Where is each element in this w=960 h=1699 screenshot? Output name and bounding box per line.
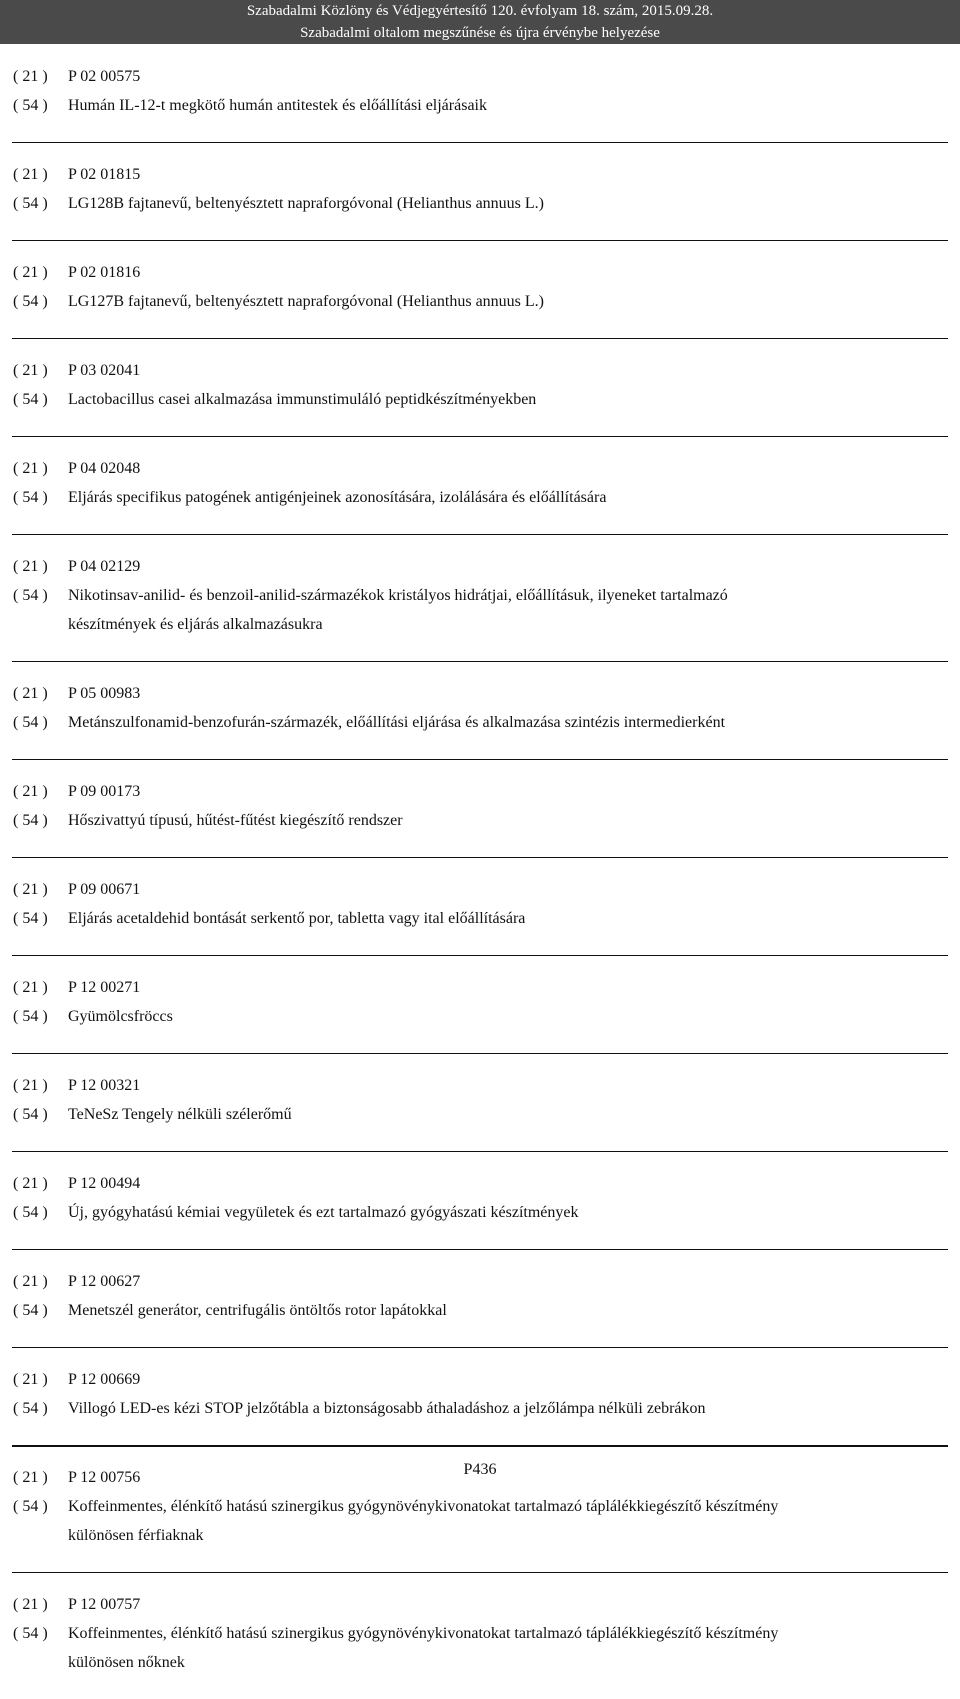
inid-code-54: ( 54 ) [13, 1498, 48, 1515]
application-number: P 12 00756 [68, 1469, 141, 1486]
inid-code-21: ( 21 ) [13, 1175, 48, 1192]
invention-title: LG128B fajtanevű, beltenyésztett napraforgóvonal (Helianthus annuus L.) [68, 195, 545, 212]
title-row [12, 1002, 948, 1031]
inid-code-21: ( 21 ) [13, 685, 48, 702]
application-number: P 12 00494 [68, 1175, 141, 1192]
title-row [12, 91, 948, 120]
invention-title: Gyümölcsfröccs [68, 1008, 173, 1025]
invention-title-continued: különösen nőknek [68, 1654, 185, 1671]
patent-entry [12, 338, 948, 436]
application-number-row [12, 973, 948, 1002]
application-number-row [12, 875, 948, 904]
inid-code-21: ( 21 ) [13, 264, 48, 281]
patent-entry [12, 436, 948, 534]
footer-divider [12, 1446, 948, 1447]
title-row [12, 1296, 948, 1325]
inid-code-21: ( 21 ) [13, 558, 48, 575]
title-row [12, 1492, 948, 1521]
inid-code-21: ( 21 ) [13, 881, 48, 898]
inid-code-54: ( 54 ) [13, 1008, 48, 1025]
inid-code-54: ( 54 ) [13, 391, 48, 408]
inid-code-21: ( 21 ) [13, 68, 48, 85]
application-number-row [12, 777, 948, 806]
application-number-row [12, 356, 948, 385]
inid-code-21: ( 21 ) [13, 783, 48, 800]
page-number: P436 [463, 1461, 497, 1478]
application-number: P 12 00321 [68, 1077, 141, 1094]
application-number: P 12 00271 [68, 979, 141, 996]
inid-code-21: ( 21 ) [13, 979, 48, 996]
application-number-row [12, 454, 948, 483]
application-number: P 12 00757 [68, 1596, 141, 1613]
application-number: P 09 00173 [68, 783, 141, 800]
application-number-row [12, 679, 948, 708]
application-number: P 12 00627 [68, 1273, 141, 1290]
invention-title: Nikotinsav-anilid- és benzoil-anilid-származékok kristályos hidrátjai, előállításuk, ilyeneket tartalmazó [68, 587, 728, 604]
patent-entry [12, 1347, 948, 1445]
inid-code-54: ( 54 ) [13, 910, 48, 927]
title-row [12, 1619, 948, 1648]
application-number: P 04 02129 [68, 558, 141, 575]
inid-code-21: ( 21 ) [13, 1371, 48, 1388]
journal-header [0, 0, 960, 44]
inid-code-54: ( 54 ) [13, 587, 48, 604]
invention-title: Hőszivattyú típusú, hűtést-fűtést kiegészítő rendszer [68, 812, 403, 829]
application-number: P 02 00575 [68, 68, 141, 85]
application-number: P 02 01816 [68, 264, 141, 281]
patent-entry [12, 955, 948, 1053]
invention-title: Humán IL-12-t megkötő humán antitestek és előállítási eljárásaik [68, 97, 487, 114]
title-row [12, 483, 948, 512]
inid-code-21: ( 21 ) [13, 1469, 48, 1486]
application-number-row [12, 552, 948, 581]
invention-title: Menetszél generátor, centrifugális öntöltős rotor lapátokkal [68, 1302, 447, 1319]
inid-code-54: ( 54 ) [13, 1106, 48, 1123]
patent-entry [12, 1151, 948, 1249]
title-row [12, 1198, 948, 1227]
invention-title: LG127B fajtanevű, beltenyésztett napraforgóvonal (Helianthus annuus L.) [68, 293, 545, 310]
invention-title: Koffeinmentes, élénkítő hatású szinergikus gyógynövénykivonatokat tartalmazó táplálékkiegészítő készítmény [68, 1625, 779, 1642]
inid-code-21: ( 21 ) [13, 1273, 48, 1290]
title-row [12, 1394, 948, 1423]
invention-title-continued: különösen férfiaknak [68, 1527, 204, 1544]
invention-title: TeNeSz Tengely nélküli szélerőmű [68, 1106, 292, 1123]
patent-entry [12, 534, 948, 661]
title-row [12, 189, 948, 218]
title-row [12, 708, 948, 737]
application-number-row [12, 258, 948, 287]
invention-title: Eljárás specifikus patogének antigénjeinek azonosítására, izolálására és előállítására [68, 489, 607, 506]
application-number-row [12, 160, 948, 189]
application-number-row [12, 1590, 948, 1619]
inid-code-54: ( 54 ) [13, 812, 48, 829]
title-row [12, 904, 948, 933]
application-number-row [12, 62, 948, 91]
application-number-row [12, 1071, 948, 1100]
title-row [12, 1100, 948, 1129]
patent-entry [12, 759, 948, 857]
patent-entry [12, 661, 948, 759]
inid-code-54: ( 54 ) [13, 489, 48, 506]
patent-entry [12, 142, 948, 240]
application-number: P 03 02041 [68, 362, 141, 379]
invention-title: Metánszulfonamid-benzofurán-származék, előállítási eljárása és alkalmazása szintézis intermedierként [68, 714, 726, 731]
patent-entry [12, 1572, 948, 1699]
inid-code-21: ( 21 ) [13, 362, 48, 379]
inid-code-21: ( 21 ) [13, 166, 48, 183]
inid-code-21: ( 21 ) [13, 1596, 48, 1613]
invention-title: Lactobacillus casei alkalmazása immunstimuláló peptidkészítményekben [68, 391, 537, 408]
inid-code-54: ( 54 ) [13, 1302, 48, 1319]
inid-code-54: ( 54 ) [13, 293, 48, 310]
patent-entry [12, 44, 948, 142]
invention-title: Villogó LED-es kézi STOP jelzőtábla a biztonságosabb áthaladáshoz a jelzőlámpa nélküli zebrákon [68, 1400, 706, 1417]
invention-title: Koffeinmentes, élénkítő hatású szinergikus gyógynövénykivonatokat tartalmazó táplálékkiegészítő készítmény [68, 1498, 779, 1515]
patent-entry [12, 857, 948, 955]
title-row [12, 385, 948, 414]
inid-code-54: ( 54 ) [13, 1625, 48, 1642]
title-row [12, 287, 948, 316]
inid-code-54: ( 54 ) [13, 195, 48, 212]
invention-title: Új, gyógyhatású kémiai vegyületek és ezt tartalmazó gyógyászati készítmények [68, 1204, 579, 1221]
application-number: P 12 00669 [68, 1371, 141, 1388]
patent-entry-list [0, 44, 960, 1699]
section-title: Szabadalmi oltalom megszűnése és újra érvénybe helyezése [300, 25, 660, 41]
inid-code-54: ( 54 ) [13, 97, 48, 114]
title-row [12, 806, 948, 835]
application-number: P 05 00983 [68, 685, 141, 702]
application-number: P 02 01815 [68, 166, 141, 183]
inid-code-54: ( 54 ) [13, 714, 48, 731]
invention-title-continued: készítmények és eljárás alkalmazásukra [68, 616, 323, 633]
patent-entry [12, 240, 948, 338]
application-number-row [12, 1169, 948, 1198]
invention-title: Eljárás acetaldehid bontását serkentő por, tabletta vagy ital előállítására [68, 910, 526, 927]
title-row [12, 581, 948, 610]
application-number-row [12, 1267, 948, 1296]
inid-code-54: ( 54 ) [13, 1400, 48, 1417]
patent-entry [12, 1249, 948, 1347]
inid-code-21: ( 21 ) [13, 460, 48, 477]
inid-code-21: ( 21 ) [13, 1077, 48, 1094]
inid-code-54: ( 54 ) [13, 1204, 48, 1221]
patent-entry [12, 1053, 948, 1151]
application-number-row [12, 1365, 948, 1394]
application-number: P 09 00671 [68, 881, 141, 898]
application-number: P 04 02048 [68, 460, 141, 477]
journal-title: Szabadalmi Közlöny és Védjegyértesítő 120. évfolyam 18. szám, 2015.09.28. [246, 3, 714, 19]
